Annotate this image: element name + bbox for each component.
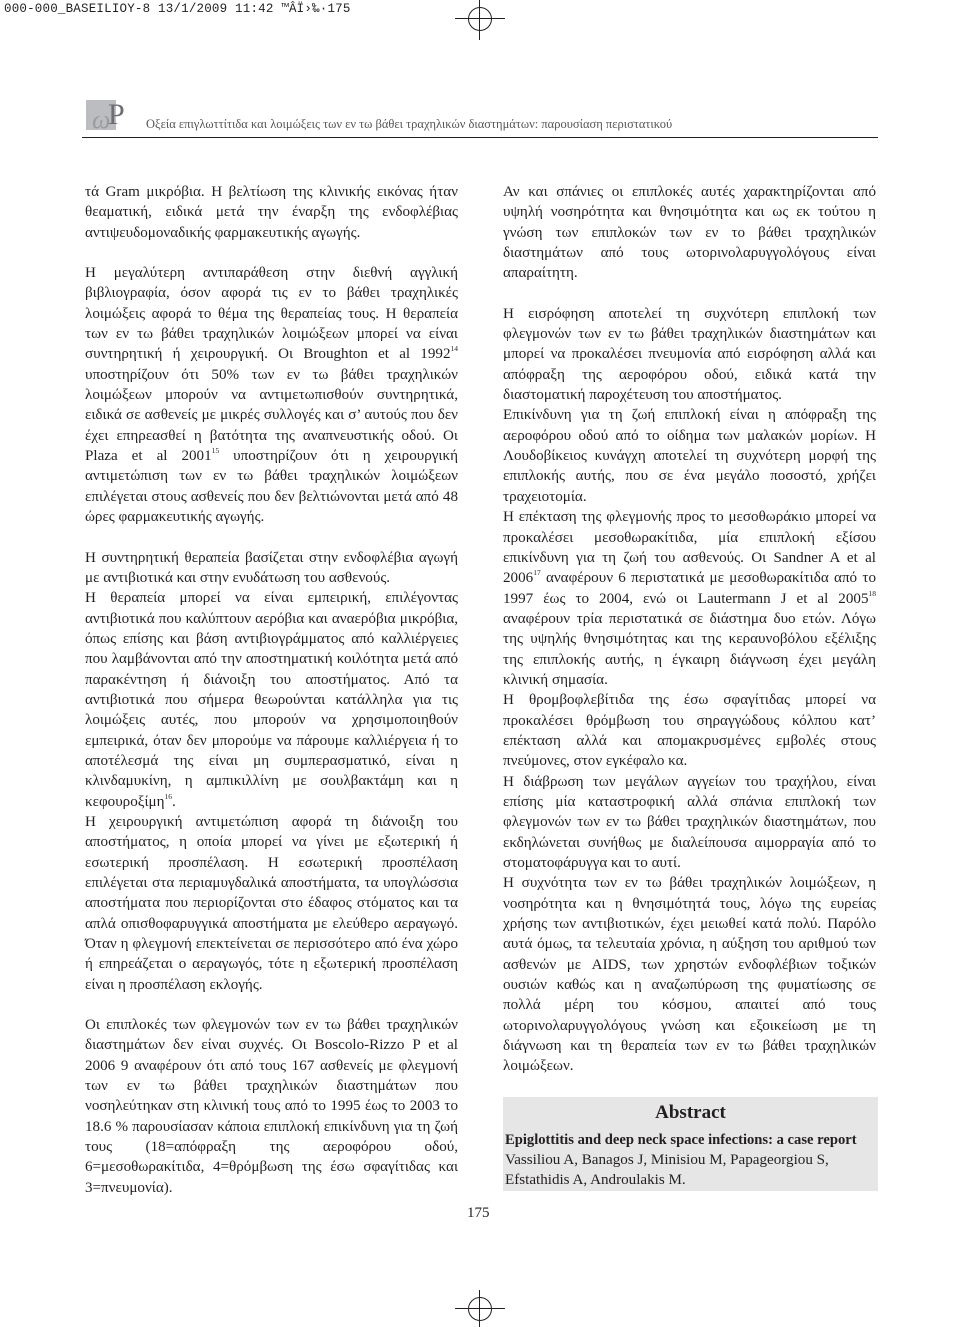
abstract-authors: Vassiliou A, Banagos J, Minisiou M, Papageorgiou S, Efstathidis A, Androulakis M.	[505, 1152, 829, 1188]
right-column	[503, 182, 876, 1077]
paragraph: Η εισρόφηση αποτελεί τη συχνότερη επιπλοκή των φλεγμονών των εν τω βάθει τραχηλικών διαστημάτων και μπορεί να προκαλέσει πνευμονία από εισρόφηση αλλά και απόφραξη της αεροφόρου οδού, ειδικά κατά την διαστοματική παροχέτευση του αποστήματος.	[503, 305, 876, 404]
paragraph: Οι επιπλοκές των φλεγμονών των εν τω βάθει τραχηλικών διαστημάτων δεν είναι συχνές. Οι Boscolo-Rizzo P et al 2006 9 αναφέρουν ότι από τους 167 ασθενείς με φλεγμονή των εν τω βάθει τραχηλικών διαστημάτων που νοσηλεύτηκαν στη κλινική τους από το 1995 έως το 2003 το 18.6 % παρουσίασαν κάποια επιπλοκή επικίνδυνη για τη ζωή τους (18=απόφραξη της αεροφόρου οδού, 6=μεσοθωρακίτιδα, 4=θρόμβωση της έσω σφαγίτιδας και 3=πνευμονία).	[85, 1017, 458, 1196]
svg-text:Ρ: Ρ	[108, 98, 125, 131]
registration-mark-bottom	[468, 1297, 492, 1321]
svg-text:ω: ω	[92, 105, 111, 134]
running-head: Οξεία επιγλωττίτιδα και λοιμώξεις των εν τω βάθει τραχηλικών διαστημάτων: παρουσίαση περιστατικού	[146, 117, 673, 131]
paragraph: Η συχνότητα των εν τω βάθει τραχηλικών λοιμώξεων, η νοσηρότητα και η θνησιμότητά τους, λόγω της ευρείας χρήσης των αντιβιοτικών, έχει μειωθεί κατά πολύ. Παρόλο αυτά όμως, τα τελευταία χρόνια, η αύξηση του αριθμού των ασθενών με AIDS, των χρηστών ενδοφλέβιων τοξικών ουσιών καθώς και η αναζωπύρωση της φυματίωσης σε πολλά μέρη του κόσμου, απαιτεί από τους ωτορινολαρυγγολόγους γνώση και εξοικείωση με τη διάγνωση και τη θεραπεία των εν τω βάθει τραχηλικών λοιμώξεων.	[503, 875, 876, 1075]
reference-number: 16	[164, 791, 173, 801]
left-column	[85, 182, 458, 1198]
reference-number: 15	[211, 446, 220, 456]
paragraph: Η διάβρωση των μεγάλων αγγείων του τραχήλου, είναι επίσης μία καταστροφική αλλά σπάνια επιπλοκή των φλεγμονών των εν τω βάθει τραχηλικών διαστημάτων, που εκδηλώνεται συνήθως με διαλείπουσα αιμορραγία από το στοματοφάρυγγα και το αυτί.	[503, 773, 876, 871]
paragraph: τά Gram μικρόβια. Η βελτίωση της κλινικής εικόνας ήταν θεαματική, ειδικά μετά την έναρξη της ενδοφλέβιας αντιψευδομοναδικής φαρμακευτικής αγωγής.	[85, 184, 458, 241]
paragraph: Η θρομβοφλεβίτιδα της έσω σφαγίτιδας μπορεί να προκαλέσει θρόμβωση του σηραγγώδους κόλπου κατ’ επέκταση αλλά και απομακρυσμένες εμβολές στους πνεύμονες, στον εγκέφαλο κα.	[503, 692, 876, 770]
printer-slug-line: 000-000_BASEILIOY-8 13/1/2009 11:42 ™ÂÏ›‰·175	[4, 2, 351, 16]
paragraph: Η επέκταση της φλεγμονής προς το μεσοθωράκιο μπορεί να προκαλέσει μεσοθωρακίτιδα, μία επιπλοκή εξίσου επικίνδυνη για τη ζωή του ασθενούς. Οι Sandner A et al 2006$^{17}$ αναφέρουν 6 περιστατικά με μεσοθωρακίτιδα από το 1997 έως το 2004, ενώ οι Lautermann J et al 2005$^{18}$ αναφέρουν τρία περιστατικά σε διάστημα δυο ετών. Λόγω της υψηλής θνησιμότητας και της κεραυνοβόλου εξέλιξης της επιπλοκής αυτής, η έγκαιρη διάγνωση έχει μεγάλη κλινική σημασία.	[503, 509, 876, 688]
journal-logo-icon	[84, 94, 134, 134]
reference-number: 14	[450, 344, 458, 354]
paragraph: Αν και σπάνιες οι επιπλοκές αυτές χαρακτηρίζονται από υψηλή νοσηρότητα και θνησιμότητα και ως εκ τούτου η γνώση των επιπλοκών των εν το βάθει τραχηλικών διαστημάτων από τους ωτορινολαρυγγολόγους είναι απαραίτητη.	[503, 184, 876, 282]
header-rule	[82, 137, 878, 138]
paragraph: Επικίνδυνη για τη ζωή επιπλοκή είναι η απόφραξη της αεροφόρου οδού από το οίδημα των μαλακών μορίων. Η Λουδοβίκειος κυνάγχη αποτελεί τη συχνότερη μορφή της επιπλοκής αυτής, που σε ένα μεγάλο ποσοστό, χρήζει τραχειοτομία.	[503, 407, 876, 505]
abstract-article-title: Epiglottitis and deep neck space infections: a case report	[505, 1132, 857, 1148]
page-number: 175	[467, 1205, 490, 1221]
paragraph: Η συντηρητική θεραπεία βασίζεται στην ενδοφλέβια αγωγή με αντιβιοτικά και στην ενυδάτωση του ασθενούς.	[85, 549, 458, 586]
reference-number: 17	[533, 568, 541, 578]
paragraph: Η θεραπεία μπορεί να είναι εμπειρική, επιλέγοντας αντιβιοτικά που καλύπτουν αερόβια και αναερόβια μικρόβια, όπως επίσης και βάση αντιβιογράμματος από καλλιέργειες που λαμβάνονται από την αποστηματική κοιλότητα μετά από παρακέντηση ή διάνοιξη του αποστήματος. Από τα αντιβιοτικά που σήμερα θεωρούνται κατάλληλα για τις λοιμώξεις αυτές, που μπορούν να χρησιμοποιηθούν εμπειρικά, όταν δεν μπορούμε να πάρουμε καλλιέργεια ή το αποτέλεσμά της είναι μη συμπερασματικό, είναι η κλινδαμυκίνη, η αμπικιλλίνη με σουλβακτάμη και η κεφουροξίμη$^{16}$.	[85, 590, 458, 810]
paragraph: Η μεγαλύτερη αντιπαράθεση στην διεθνή αγγλική βιβλιογραφία, όσον αφορά τις εν το βάθει τραχηλικές λοιμώξεις αφορά το θέμα της θεραπείας τους. Η θεραπεία των εν τω βάθει τραχηλικών λοιμώξεων μπορεί να είναι συντηρητική ή χειρουργική. Οι Broughton et al 1992$^{14}$ υποστηρίζουν ότι 50% των εν τω βάθει τραχηλικών λοιμώξεων μπορούν να αντιμετωπισθούν συντηρητικά, ειδικά σε ασθενείς με μικρές συλλογές και σ’ αυτούς που δεν έχει επηρεασθεί η βατότητα της αναπνευστικής οδού. Οι Plaza et al 2001$^{15}$ υποστηρίζουν ότι η χειρουργική αντιμετώπιση των εν τω βάθει τραχηλικών λοιμώξεων επιλέγεται στους ασθενείς που δεν βελτιώνονται μετά από 48 ώρες φαρμακευτικής αγωγής.	[85, 265, 458, 526]
reference-number: 18	[868, 588, 876, 598]
abstract-title: Abstract	[655, 1102, 726, 1123]
registration-mark-top	[468, 7, 492, 31]
abstract-box	[503, 1097, 878, 1191]
paragraph: Η χειρουργική αντιμετώπιση αφορά τη διάνοιξη του αποστήματος, η οποία μπορεί να γίνει με εξωτερική ή εσωτερική προσπέλαση. Η εσωτερική προσπέλαση επιλέγεται στα περιαμυγδαλικά αποστήματα, τα υπογλώσσια αποστήματα που περιορίζονται στο έδαφος στόματος και τα απλά οπισθοφαρυγγικά αποστήματα με ελεύθερο αεραγωγό. Όταν η φλεγμονή επεκτείνεται σε περισσότερο από ένα χώρο ή επηρεάζεται ο αεραγωγός, τότε η εξωτερική προσπέλαση είναι η προσπέλαση εκλογής.	[85, 813, 458, 993]
